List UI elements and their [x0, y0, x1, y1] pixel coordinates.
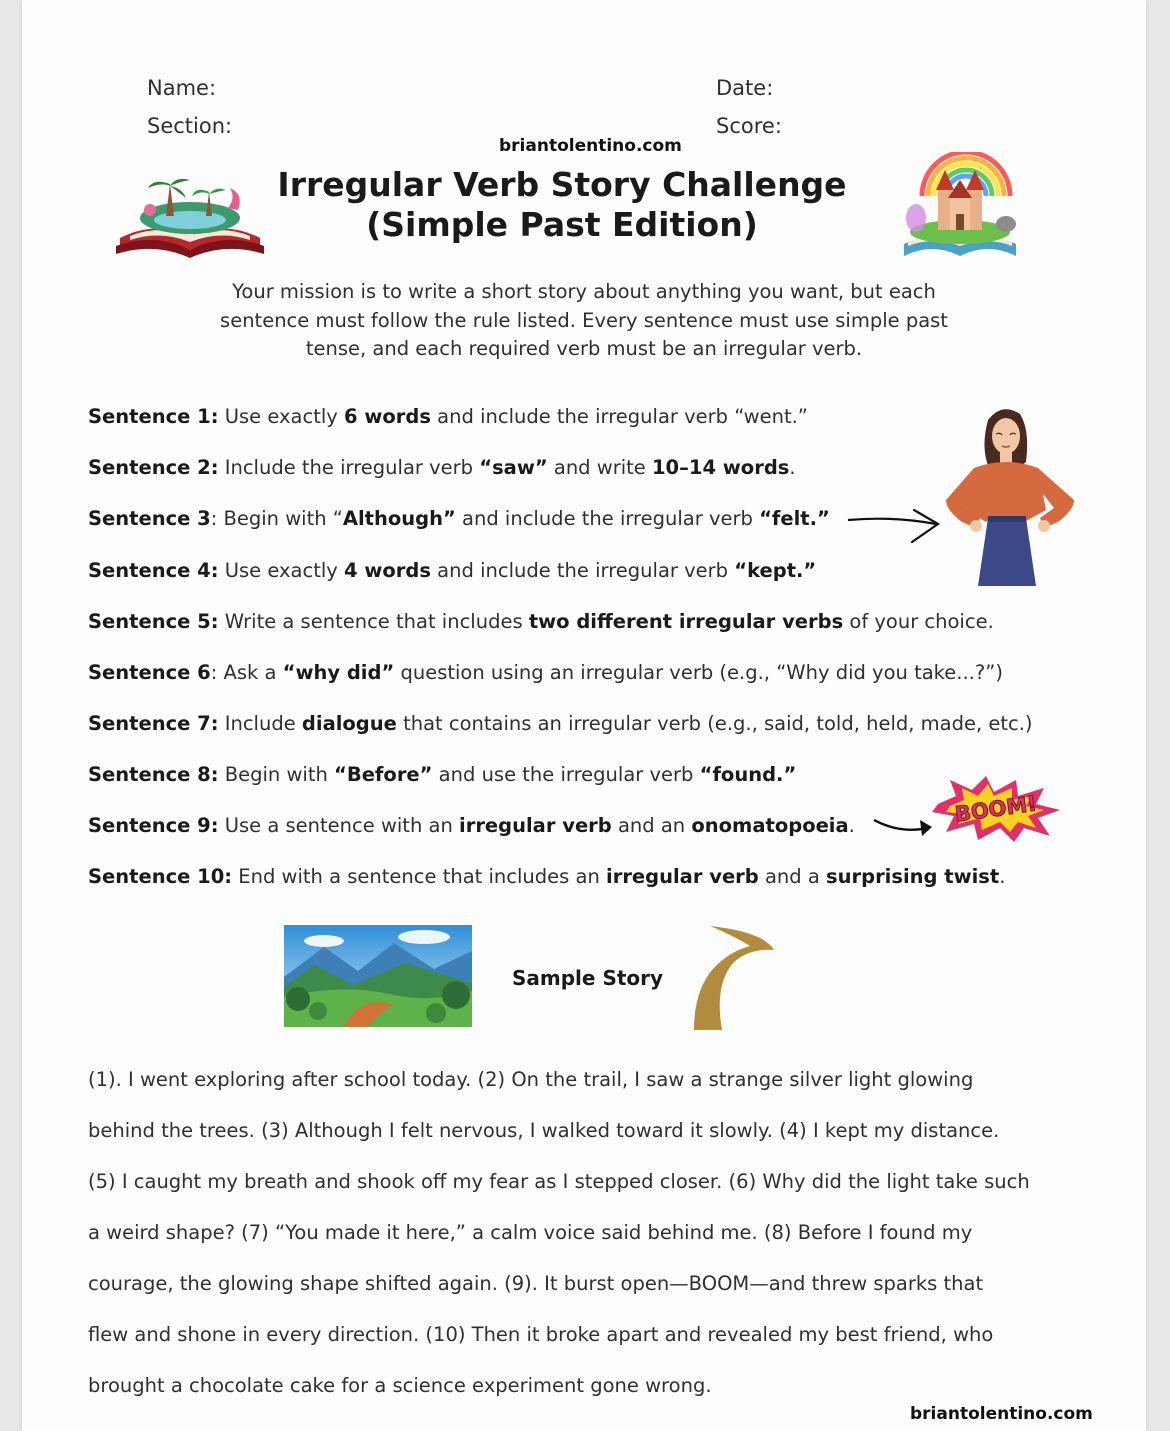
sample-story-heading: Sample Story — [512, 966, 664, 990]
rule-sentence-3: Sentence 3: Begin with “Although” and include the irregular verb “felt.” — [88, 507, 830, 530]
rule-sentence-9: Sentence 9: Use a sentence with an irregular verb and an onomatopoeia. — [88, 814, 855, 837]
section-label: Section: — [147, 114, 233, 138]
intro-line-2: sentence must follow the rule listed. Every sentence must use simple past — [220, 308, 948, 332]
story-line: (5) I caught my breath and shook off my fear as I stepped closer. (6) Why did the light take such — [88, 1170, 1030, 1193]
intro-line-3: tense, and each required verb must be an irregular verb. — [305, 337, 863, 360]
story-line: behind the trees. (3) Although I felt nervous, I walked toward it slowly. (4) I kept my distance. — [88, 1119, 1000, 1142]
winding-path-icon — [690, 922, 780, 1034]
page-title — [262, 165, 862, 245]
story-line: a weird shape? (7) “You made it here,” a calm voice said behind me. (8) Before I found my — [88, 1221, 973, 1244]
boom-burst-icon — [928, 774, 1064, 844]
rule-sentence-5: Sentence 5: Write a sentence that includes two different irregular verbs of your choice. — [88, 610, 994, 633]
woman-illustration — [940, 400, 1080, 590]
worksheet-page — [22, 0, 1146, 1431]
story-line: brought a chocolate cake for a science experiment gone wrong. — [88, 1374, 712, 1397]
intro-line-1: Your mission is to write a short story about anything you want, but each — [232, 280, 936, 303]
rule-sentence-7: Sentence 7: Include dialogue that contains an irregular verb (e.g., said, told, held, made, etc.) — [88, 712, 1033, 735]
instructions — [22, 278, 1146, 364]
date-label: Date: — [716, 76, 774, 100]
website-header: briantolentino.com — [499, 136, 682, 156]
title-line-1: Irregular Verb Story Challenge — [277, 165, 847, 204]
name-label: Name: — [147, 76, 217, 100]
book-island-illustration — [110, 158, 270, 260]
trail-landscape-image — [284, 925, 472, 1027]
rule-sentence-10: Sentence 10: End with a sentence that includes an irregular verb and a surprising twist. — [88, 865, 1006, 888]
title-line-2: (Simple Past Edition) — [366, 205, 758, 244]
story-line: courage, the glowing shape shifted again. (9). It burst open—BOOM—and threw sparks that — [88, 1272, 984, 1295]
arrow-right-icon — [844, 502, 944, 546]
castle-book-illustration — [898, 152, 1022, 264]
boom-text: BOOM! — [953, 791, 1039, 827]
story-line: (1). I went exploring after school today. (2) On the trail, I saw a strange silver light glowing — [88, 1068, 974, 1091]
score-label: Score: — [716, 114, 782, 138]
rule-sentence-4: Sentence 4: Use exactly 4 words and include the irregular verb “kept.” — [88, 559, 817, 582]
rule-sentence-2: Sentence 2: Include the irregular verb “saw” and write 10–14 words. — [88, 456, 796, 479]
rule-sentence-6: Sentence 6: Ask a “why did” question using an irregular verb (e.g., “Why did you take...?”) — [88, 661, 1003, 684]
rule-sentence-1: Sentence 1: Use exactly 6 words and include the irregular verb “went.” — [88, 405, 808, 428]
rule-sentence-8: Sentence 8: Begin with “Before” and use the irregular verb “found.” — [88, 763, 797, 786]
story-line: flew and shone in every direction. (10) Then it broke apart and revealed my best friend, who — [88, 1323, 994, 1346]
website-footer: briantolentino.com — [910, 1404, 1093, 1424]
